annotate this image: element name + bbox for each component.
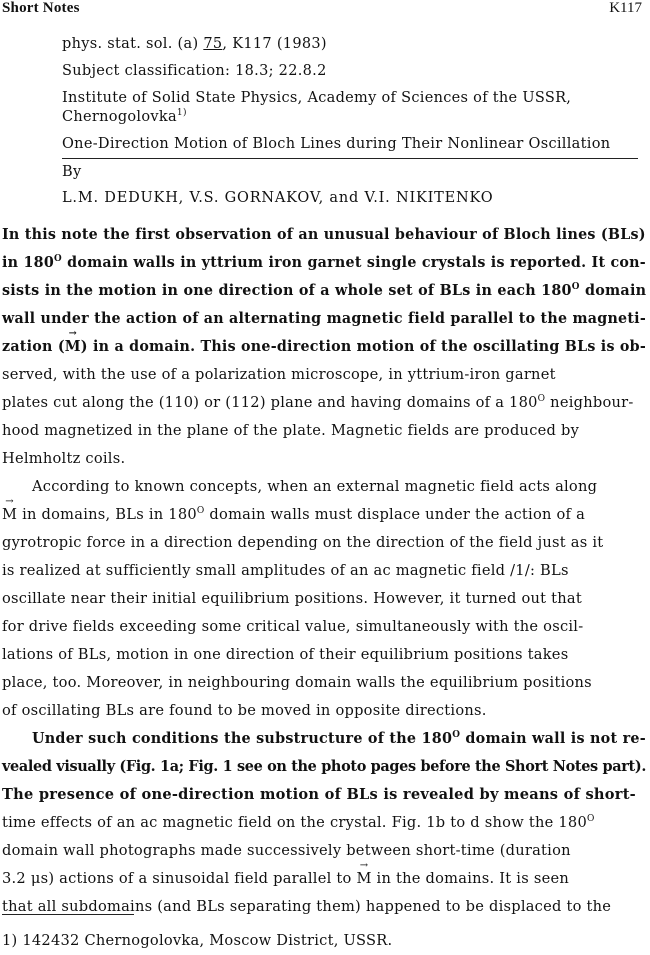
paper-title (62, 134, 638, 159)
body-line: is realized at sufficiently small amplitudes of an ac magnetic field /1/: BLs (2, 562, 569, 579)
institute-line-1: Institute of Solid State Physics, Academy of Sciences of the USSR, (62, 90, 572, 106)
degree-mark: O (53, 254, 62, 265)
vector-m-symbol: → M (2, 506, 17, 523)
body-line: vealed visually (Fig. 1a; Fig. 1 see on the photo pages before the Short Notes part). (2, 758, 646, 775)
text-run: in 180 (2, 254, 54, 271)
text-run: time effects of an ac magnetic field on the crystal. Fig. 1b to d show the 180 (2, 814, 587, 831)
text-run: domain walls in yttrium iron garnet single crystals is reported. It con- (61, 254, 646, 271)
body-line: place, too. Moreover, in neighbouring domain walls the equilibrium positions (2, 674, 592, 691)
degree-mark: O (196, 506, 205, 517)
vector-m-symbol: → M (65, 338, 81, 355)
institute-line-2 (62, 108, 187, 125)
body-line: oscillate near their initial equilibrium positions. However, it turned out that (2, 590, 582, 607)
body-line (2, 254, 646, 271)
text-run: ) in a domain. This one-direction motion of the oscillating BLs is ob- (80, 338, 647, 355)
body-line: served, with the use of a polarization microscope, in yttrium-iron garnet (2, 366, 556, 383)
footnote-mark: 1) (176, 108, 187, 118)
authors: L.M. DEDUKH, V.S. GORNAKOV, and V.I. NIKITENKO (62, 190, 494, 206)
running-header-left: Short Notes (2, 0, 80, 16)
footnote-separator (2, 914, 134, 915)
degree-mark: O (452, 730, 461, 741)
degree-mark: O (571, 282, 580, 293)
journal-volume: 75 (203, 36, 223, 52)
running-header-page: K117 (609, 0, 642, 16)
body-line: that all subdomains (and BLs separating them) happened to be displaced to the (2, 898, 612, 915)
degree-mark: O (537, 394, 546, 405)
body-line (2, 870, 569, 887)
body-line: In this note the first observation of an unusual behaviour of Bloch lines (BLs) (2, 226, 646, 243)
body-line: for drive fields exceeding some critical value, simultaneously with the oscil- (2, 618, 584, 635)
body-line (32, 730, 646, 747)
body-line (2, 394, 634, 411)
text-run: plates cut along the (110) or (112) plane and having domains of a 180 (2, 394, 538, 411)
by-line: By (62, 164, 82, 180)
body-line: gyrotropic force in a direction depending on the direction of the field just as it (2, 534, 604, 551)
body-line: of oscillating BLs are found to be moved in opposite directions. (2, 702, 487, 719)
text-run: domain (579, 282, 647, 299)
body-line (2, 338, 646, 355)
text-run: sists in the motion in one direction of a whole set of BLs in each 180 (2, 282, 572, 299)
paper-title-text: One-Direction Motion of Bloch Lines during Their Nonlinear Oscillation (62, 136, 611, 152)
text-run: domain walls must displace under the action of a (204, 506, 586, 523)
text-run: Under such conditions the substructure of the 180 (32, 730, 453, 747)
text-run: domain wall is not re- (460, 730, 646, 747)
body-line (2, 506, 585, 523)
body-line: wall under the action of an alternating magnetic field parallel to the magneti- (2, 310, 646, 327)
body-line: hood magnetized in the plane of the plate. Magnetic fields are produced by (2, 422, 580, 439)
text-run: in domains, BLs in 180 (17, 506, 197, 523)
degree-mark: O (587, 814, 595, 825)
text-run: in the domains. It is seen (371, 870, 570, 887)
body-line: Helmholtz coils. (2, 450, 126, 467)
vector-m-symbol: → M (356, 870, 371, 887)
institute-city: Chernogolovka (62, 108, 177, 125)
journal-prefix: phys. stat. sol. (a) (62, 36, 199, 52)
body-line (2, 282, 646, 299)
body-line (2, 814, 595, 831)
journal-citation (62, 36, 327, 52)
text-run: zation ( (2, 338, 65, 355)
subject-classification: Subject classification: 18.3; 22.8.2 (62, 63, 327, 79)
text-run: neighbour- (545, 394, 634, 411)
body-line: According to known concepts, when an external magnetic field acts along (32, 478, 598, 495)
journal-suffix: , K117 (1983) (222, 36, 327, 52)
body-line: domain wall photographs made successively between short-time (duration (2, 842, 571, 859)
text-run: 3.2 μs) actions of a sinusoidal field parallel to (2, 870, 357, 887)
body-line: lations of BLs, motion in one direction of their equilibrium positions takes (2, 646, 569, 663)
body-line: The presence of one-direction motion of BLs is revealed by means of short- (2, 786, 636, 803)
footnote: 1) 142432 Chernogolovka, Moscow District, USSR. (2, 932, 393, 949)
